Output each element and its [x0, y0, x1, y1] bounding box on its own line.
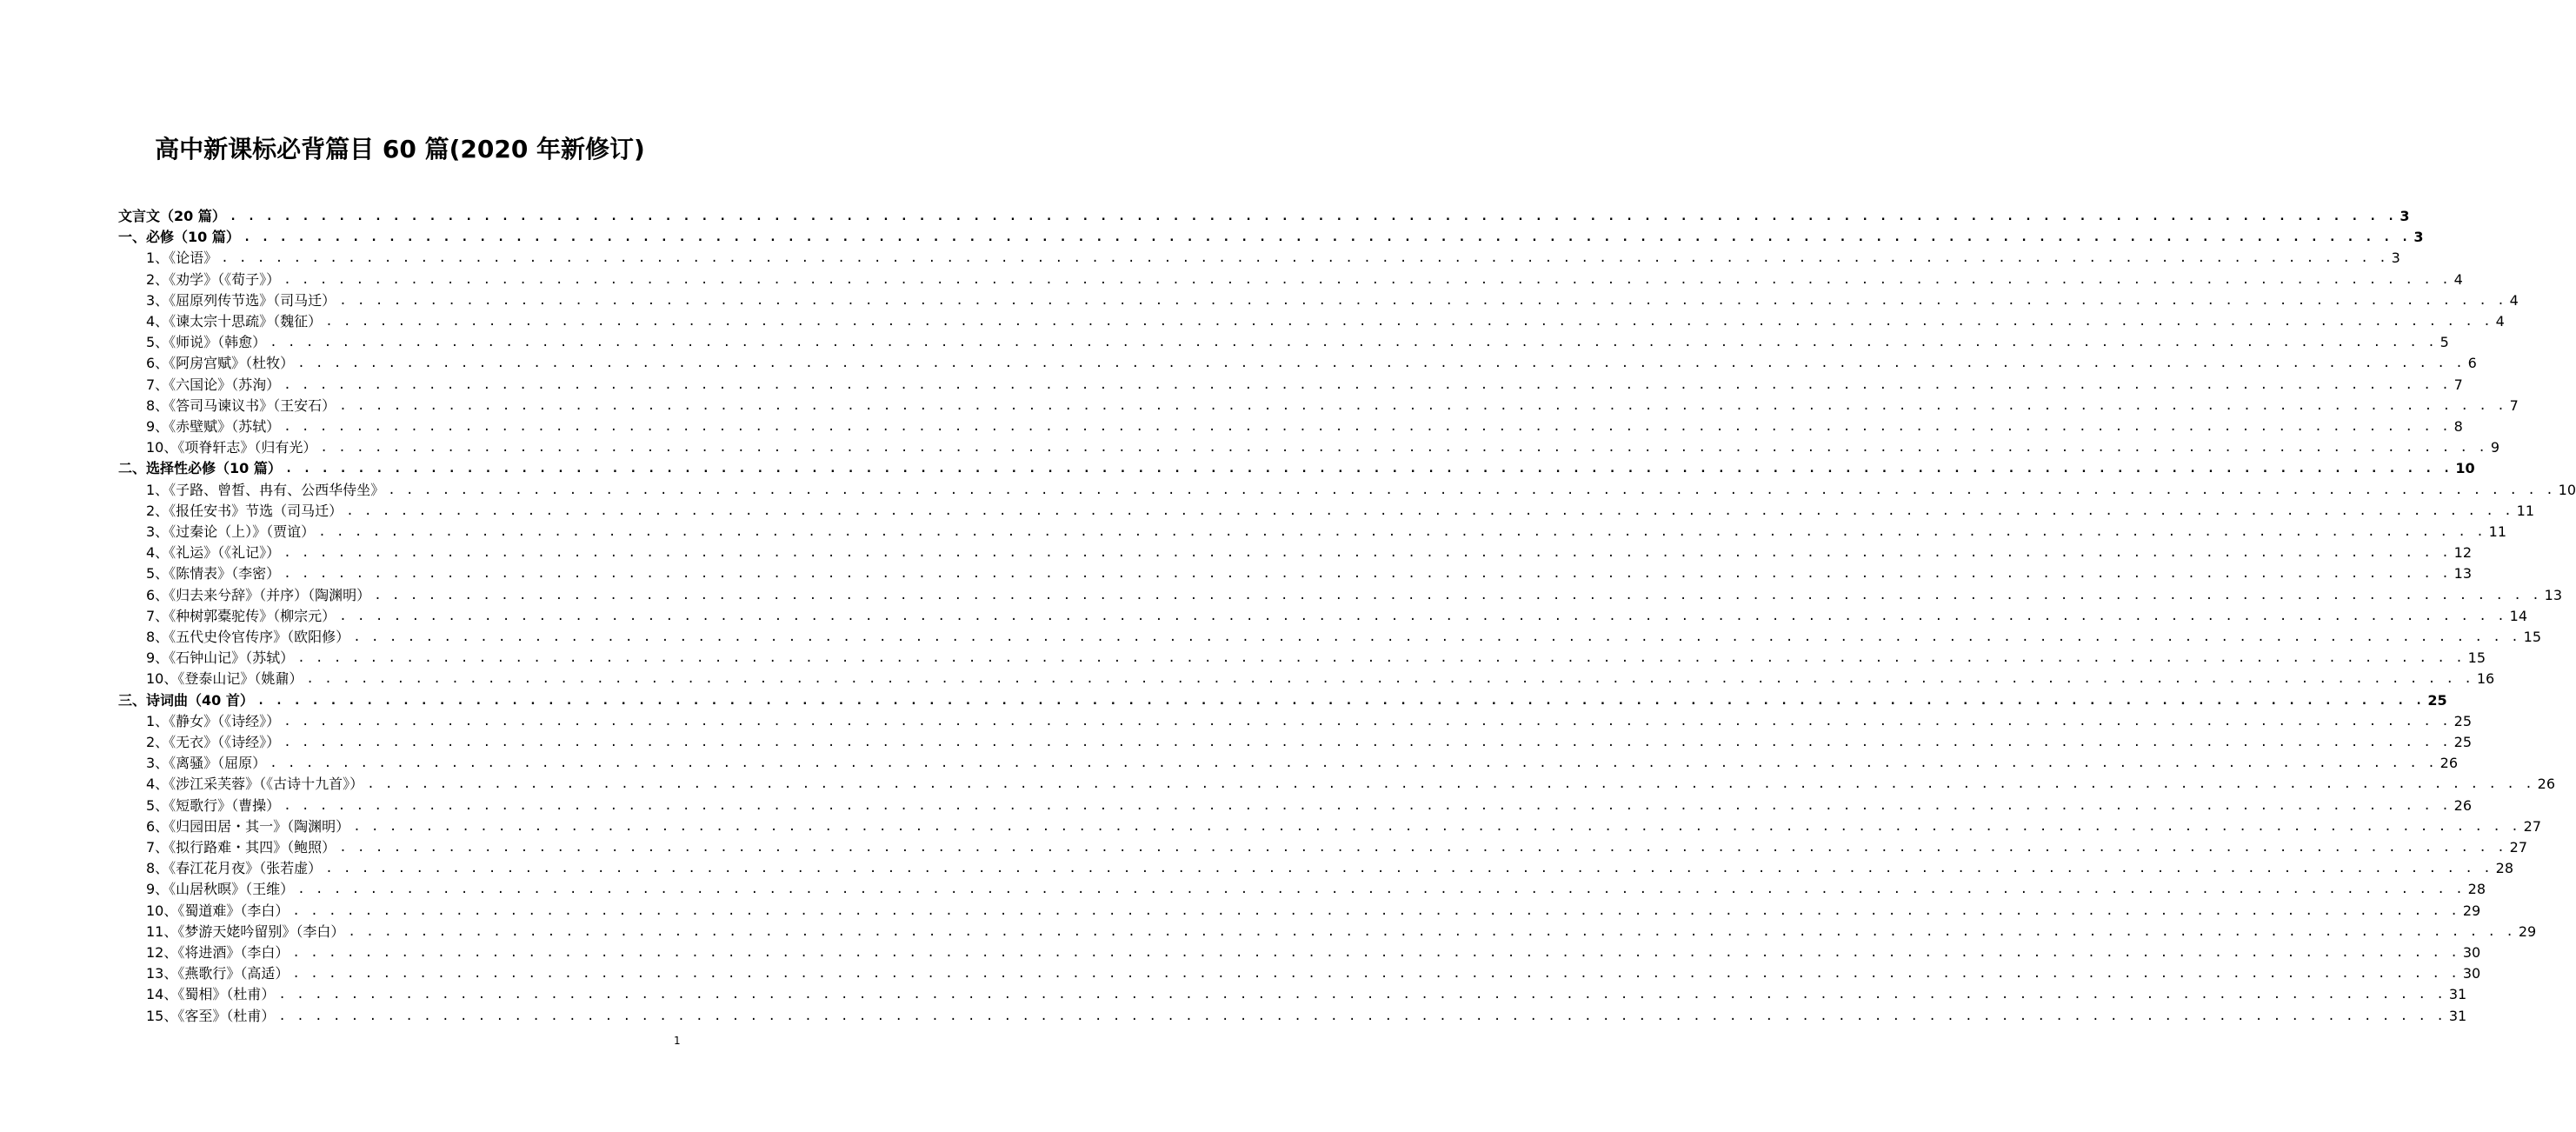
document-title: 高中新课标必背篇目 60 篇(2020 年新修订) — [155, 135, 645, 163]
toc-entry[interactable] — [146, 248, 2400, 269]
toc-entry-label: 11、《梦游天姥吟留别》（李白） — [146, 922, 345, 940]
toc-entry-page: 7 — [2453, 376, 2463, 393]
toc-leader-dots: . . . . . . . . . . . . . . . . . . . . . . . . . . . . . . . . . . . . . . . . . . . . . . . . . . . . . . . . . . . . . . . . . . . . . . . . . . . . . . . . . . . . . . . . . . . . . . . . . . . . . . . . . . . . . . . . . . . . . . . . — [306, 672, 2473, 687]
toc-entry-label: 7、《拟行路难・其四》（鲍照） — [146, 839, 336, 856]
toc-entry-label: 8、《春江花月夜》（张若虚） — [146, 860, 323, 877]
toc-entry[interactable] — [146, 311, 2505, 332]
toc-entry[interactable] — [146, 522, 2507, 543]
toc-leader-dots: . . . . . . . . . . . . . . . . . . . . . . . . . . . . . . . . . . . . . . . . . . . . . . . . . . . . . . . . . . . . . . . . . . . . . . . . . . . . . . . . . . . . . . . . . . . . . . . . . . . . . . . . . . . . . . . . . . . . . . . . — [292, 967, 2460, 982]
toc-leader-dots: . . . . . . . . . . . . . . . . . . . . . . . . . . . . . . . . . . . . . . . . . . . . . . . . . . . . . . . . . . . . . . . . . . . . . . . . . . . . . . . . . . . . . . . . . . . . . . . . . . . . . . . . . . . . . . . . . . . . . . . . — [229, 210, 2397, 223]
toc-entry-label: 10、《项脊轩志》（归有光） — [146, 439, 317, 456]
toc-entry-label: 一、必修（10 篇） — [118, 229, 240, 246]
toc-entry-page: 15 — [2523, 629, 2542, 645]
toc-leader-dots: . . . . . . . . . . . . . . . . . . . . . . . . . . . . . . . . . . . . . . . . . . . . . . . . . . . . . . . . . . . . . . . . . . . . . . . . . . . . . . . . . . . . . . . . . . . . . . . . . . . . . . . . . . . . . . . . . . . . . . . . — [283, 546, 2451, 561]
toc-entry-page: 27 — [2509, 839, 2528, 856]
toc-leader-dots: . . . . . . . . . . . . . . . . . . . . . . . . . . . . . . . . . . . . . . . . . . . . . . . . . . . . . . . . . . . . . . . . . . . . . . . . . . . . . . . . . . . . . . . . . . . . . . . . . . . . . . . . . . . . . . . . . . . . . . . . — [297, 882, 2465, 897]
toc-section-heading[interactable] — [118, 690, 2447, 711]
toc-entry-page: 28 — [2495, 860, 2514, 877]
toc-entry[interactable] — [146, 627, 2542, 648]
toc-leader-dots: . . . . . . . . . . . . . . . . . . . . . . . . . . . . . . . . . . . . . . . . . . . . . . . . . . . . . . . . . . . . . . . . . . . . . . . . . . . . . . . . . . . . . . . . . . . . . . . . . . . . . . . . . . . . . . . . . . . . . . . . — [292, 946, 2460, 960]
toc-entry-label: 9、《山居秋暝》（王维） — [146, 881, 295, 898]
toc-entry-label: 6、《归园田居・其一》（陶渊明） — [146, 817, 350, 835]
toc-leader-dots: . . . . . . . . . . . . . . . . . . . . . . . . . . . . . . . . . . . . . . . . . . . . . . . . . . . . . . . . . . . . . . . . . . . . . . . . . . . . . . . . . . . . . . . . . . . . . . . . . . . . . . . . . . . . . . . . . . . . . . . . — [339, 293, 2506, 308]
toc-entry-page: 26 — [2453, 796, 2473, 814]
toc-entry[interactable] — [146, 796, 2473, 816]
toc-entry-label: 9、《赤壁赋》（苏轼） — [146, 418, 281, 435]
toc-entry-label: 8、《答司马谏议书》（王安石） — [146, 396, 336, 414]
toc-entry-page: 12 — [2453, 544, 2473, 562]
toc-entry-page: 16 — [2476, 670, 2495, 688]
toc-entry-page: 4 — [2495, 313, 2505, 330]
toc-entry-label: 10、《登泰山记》（姚鼐） — [146, 670, 303, 688]
toc-entry-page: 9 — [2490, 439, 2500, 456]
toc-entry-page: 3 — [2400, 208, 2410, 224]
toc-entry-page: 31 — [2448, 1007, 2467, 1024]
toc-entry-page: 7 — [2509, 396, 2519, 414]
toc-entry[interactable] — [146, 669, 2495, 689]
toc-entry[interactable] — [146, 942, 2481, 963]
toc-entry-label: 8、《五代史伶官传序》（欧阳修） — [146, 629, 350, 645]
toc-entry-page: 29 — [2462, 902, 2481, 919]
toc-leader-dots: . . . . . . . . . . . . . . . . . . . . . . . . . . . . . . . . . . . . . . . . . . . . . . . . . . . . . . . . . . . . . . . . . . . . . . . . . . . . . . . . . . . . . . . . . . . . . . . . . . . . . . . . . . . . . . . . . . . . . . . . — [374, 588, 2541, 603]
toc-leader-dots: . . . . . . . . . . . . . . . . . . . . . . . . . . . . . . . . . . . . . . . . . . . . . . . . . . . . . . . . . . . . . . . . . . . . . . . . . . . . . . . . . . . . . . . . . . . . . . . . . . . . . . . . . . . . . . . . . . . . . . . . — [278, 1009, 2446, 1023]
toc-entry-label: 14、《蜀相》（杜甫） — [146, 986, 276, 1003]
toc-section-heading[interactable] — [118, 206, 2410, 227]
toc-entry-page: 26 — [2440, 755, 2459, 772]
toc-entry-label: 2、《报任安书》节选（司马迁） — [146, 502, 343, 519]
toc-entry-label: 1、《静女》（《诗经》） — [146, 712, 281, 729]
toc-entry-label: 7、《六国论》（苏洵） — [146, 376, 281, 393]
toc-entry-label: 6、《归去来兮辞》（并序）（陶渊明） — [146, 586, 371, 603]
toc-entry[interactable] — [146, 332, 2449, 353]
toc-entry[interactable] — [146, 711, 2473, 732]
toc-entry-page: 25 — [2453, 712, 2473, 729]
toc-entry-page: 10 — [2558, 481, 2576, 498]
toc-leader-dots: . . . . . . . . . . . . . . . . . . . . . . . . . . . . . . . . . . . . . . . . . . . . . . . . . . . . . . . . . . . . . . . . . . . . . . . . . . . . . . . . . . . . . . . . . . . . . . . . . . . . . . . . . . . . . . . . . . . . . . . . — [278, 988, 2446, 1002]
toc-section-heading[interactable] — [118, 227, 2424, 248]
toc-entry-page: 28 — [2467, 881, 2486, 898]
toc-entry-label: 二、选择性必修（10 篇） — [118, 460, 282, 477]
toc-entry-page: 30 — [2462, 965, 2481, 982]
toc-entry-label: 2、《无衣》（《诗经》） — [146, 734, 281, 750]
toc-leader-dots: . . . . . . . . . . . . . . . . . . . . . . . . . . . . . . . . . . . . . . . . . . . . . . . . . . . . . . . . . . . . . . . . . . . . . . . . . . . . . . . . . . . . . . . . . . . . . . . . . . . . . . . . . . . . . . . . . . . . . . . . — [283, 714, 2451, 729]
toc-entry[interactable] — [146, 480, 2576, 501]
toc-entry[interactable] — [146, 879, 2486, 900]
toc-entry-page: 4 — [2453, 270, 2463, 288]
toc-entry[interactable] — [146, 437, 2500, 458]
toc-leader-dots: . . . . . . . . . . . . . . . . . . . . . . . . . . . . . . . . . . . . . . . . . . . . . . . . . . . . . . . . . . . . . . . . . . . . . . . . . . . . . . . . . . . . . . . . . . . . . . . . . . . . . . . . . . . . . . . . . . . . . . . . — [320, 441, 2487, 456]
toc-entry-label: 文言文（20 篇） — [118, 208, 226, 224]
toc-entry-page: 15 — [2467, 649, 2486, 667]
toc-entry[interactable] — [146, 270, 2463, 290]
toc-leader-dots: . . . . . . . . . . . . . . . . . . . . . . . . . . . . . . . . . . . . . . . . . . . . . . . . . . . . . . . . . . . . . . . . . . . . . . . . . . . . . . . . . . . . . . . . . . . . . . . . . . . . . . . . . . . . . . . . . . . . . . . . — [297, 356, 2465, 371]
toc-entry[interactable] — [146, 563, 2473, 584]
toc-leader-dots: . . . . . . . . . . . . . . . . . . . . . . . . . . . . . . . . . . . . . . . . . . . . . . . . . . . . . . . . . . . . . . . . . . . . . . . . . . . . . . . . . . . . . . . . . . . . . . . . . . . . . . . . . . . . . . . . . . . . . . . . — [256, 693, 2425, 708]
toc-leader-dots: . . . . . . . . . . . . . . . . . . . . . . . . . . . . . . . . . . . . . . . . . . . . . . . . . . . . . . . . . . . . . . . . . . . . . . . . . . . . . . . . . . . . . . . . . . . . . . . . . . . . . . . . . . . . . . . . . . . . . . . . — [325, 315, 2493, 329]
toc-leader-dots: . . . . . . . . . . . . . . . . . . . . . . . . . . . . . . . . . . . . . . . . . . . . . . . . . . . . . . . . . . . . . . . . . . . . . . . . . . . . . . . . . . . . . . . . . . . . . . . . . . . . . . . . . . . . . . . . . . . . . . . . — [292, 903, 2460, 918]
toc-entry[interactable] — [146, 816, 2542, 837]
toc-leader-dots: . . . . . . . . . . . . . . . . . . . . . . . . . . . . . . . . . . . . . . . . . . . . . . . . . . . . . . . . . . . . . . . . . . . . . . . . . . . . . . . . . . . . . . . . . . . . . . . . . . . . . . . . . . . . . . . . . . . . . . . . — [348, 924, 2515, 939]
toc-entry-label: 5、《短歌行》（曹操） — [146, 796, 281, 814]
toc-leader-dots: . . . . . . . . . . . . . . . . . . . . . . . . . . . . . . . . . . . . . . . . . . . . . . . . . . . . . . . . . . . . . . . . . . . . . . . . . . . . . . . . . . . . . . . . . . . . . . . . . . . . . . . . . . . . . . . . . . . . . . . . — [283, 272, 2451, 287]
toc-leader-dots: . . . . . . . . . . . . . . . . . . . . . . . . . . . . . . . . . . . . . . . . . . . . . . . . . . . . . . . . . . . . . . . . . . . . . . . . . . . . . . . . . . . . . . . . . . . . . . . . . . . . . . . . . . . . . . . . . . . . . . . . — [297, 651, 2465, 666]
toc-leader-dots: . . . . . . . . . . . . . . . . . . . . . . . . . . . . . . . . . . . . . . . . . . . . . . . . . . . . . . . . . . . . . . . . . . . . . . . . . . . . . . . . . . . . . . . . . . . . . . . . . . . . . . . . . . . . . . . . . . . . . . . . — [270, 756, 2437, 771]
toc-leader-dots: . . . . . . . . . . . . . . . . . . . . . . . . . . . . . . . . . . . . . . . . . . . . . . . . . . . . . . . . . . . . . . . . . . . . . . . . . . . . . . . . . . . . . . . . . . . . . . . . . . . . . . . . . . . . . . . . . . . . . . . . — [339, 841, 2506, 855]
toc-entry[interactable] — [146, 774, 2556, 795]
toc-entry-label: 12、《将进酒》（李白） — [146, 944, 290, 961]
toc-entry-page: 3 — [2391, 250, 2400, 267]
toc-leader-dots: . . . . . . . . . . . . . . . . . . . . . . . . . . . . . . . . . . . . . . . . . . . . . . . . . . . . . . . . . . . . . . . . . . . . . . . . . . . . . . . . . . . . . . . . . . . . . . . . . . . . . . . . . . . . . . . . . . . . . . . . — [283, 420, 2451, 434]
toc-entry[interactable] — [146, 375, 2463, 396]
toc-entry-label: 5、《陈情表》（李密） — [146, 565, 281, 583]
toc-entry-label: 3、《离骚》（屈原） — [146, 755, 267, 772]
toc-leader-dots: . . . . . . . . . . . . . . . . . . . . . . . . . . . . . . . . . . . . . . . . . . . . . . . . . . . . . . . . . . . . . . . . . . . . . . . . . . . . . . . . . . . . . . . . . . . . . . . . . . . . . . . . . . . . . . . . . . . . . . . . — [284, 462, 2453, 476]
toc-entry-label: 7、《种树郭橐驼传》（柳宗元） — [146, 607, 336, 624]
toc-entry-label: 3、《屈原列传节选》（司马迁） — [146, 291, 336, 309]
toc-entry-label: 6、《阿房宫赋》（杜牧） — [146, 355, 295, 372]
toc-entry[interactable] — [146, 585, 2563, 606]
toc-leader-dots: . . . . . . . . . . . . . . . . . . . . . . . . . . . . . . . . . . . . . . . . . . . . . . . . . . . . . . . . . . . . . . . . . . . . . . . . . . . . . . . . . . . . . . . . . . . . . . . . . . . . . . . . . . . . . . . . . . . . . . . . — [318, 525, 2486, 539]
toc-leader-dots: . . . . . . . . . . . . . . . . . . . . . . . . . . . . . . . . . . . . . . . . . . . . . . . . . . . . . . . . . . . . . . . . . . . . . . . . . . . . . . . . . . . . . . . . . . . . . . . . . . . . . . . . . . . . . . . . . . . . . . . . — [283, 567, 2451, 582]
toc-entry-page: 25 — [2453, 734, 2473, 750]
toc-entry-page: 5 — [2440, 334, 2449, 351]
toc-entry[interactable] — [146, 753, 2459, 774]
toc-entry-page: 30 — [2462, 944, 2481, 961]
toc-entry-label: 1、《子路、曾皙、冉有、公西华侍坐》 — [146, 481, 385, 498]
toc-entry[interactable] — [146, 606, 2528, 627]
toc-leader-dots: . . . . . . . . . . . . . . . . . . . . . . . . . . . . . . . . . . . . . . . . . . . . . . . . . . . . . . . . . . . . . . . . . . . . . . . . . . . . . . . . . . . . . . . . . . . . . . . . . . . . . . . . . . . . . . . . . . . . . . . . — [283, 798, 2451, 813]
toc-entry[interactable] — [146, 416, 2463, 437]
toc-leader-dots: . . . . . . . . . . . . . . . . . . . . . . . . . . . . . . . . . . . . . . . . . . . . . . . . . . . . . . . . . . . . . . . . . . . . . . . . . . . . . . . . . . . . . . . . . . . . . . . . . . . . . . . . . . . . . . . . . . . . . . . . — [388, 483, 2555, 497]
toc-entry[interactable] — [146, 984, 2467, 1005]
toc-entry-label: 3、《过秦论（上）》（贾谊） — [146, 523, 316, 540]
toc-entry[interactable] — [146, 963, 2481, 984]
toc-entry[interactable] — [146, 290, 2519, 311]
toc-entry[interactable] — [146, 858, 2514, 879]
toc-entry-label: 10、《蜀道难》（李白） — [146, 902, 290, 919]
toc-entry[interactable] — [146, 837, 2528, 858]
toc-entry-label: 4、《涉江采芙蓉》（《古诗十九首》） — [146, 776, 364, 793]
toc-entry-page: 3 — [2413, 229, 2424, 246]
toc-entry-page: 29 — [2518, 922, 2537, 940]
toc-entry[interactable] — [146, 648, 2486, 669]
toc-entry-label: 13、《燕歌行》（高适） — [146, 965, 290, 982]
toc-leader-dots: . . . . . . . . . . . . . . . . . . . . . . . . . . . . . . . . . . . . . . . . . . . . . . . . . . . . . . . . . . . . . . . . . . . . . . . . . . . . . . . . . . . . . . . . . . . . . . . . . . . . . . . . . . . . . . . . . . . . . . . . — [339, 398, 2506, 413]
toc-entry[interactable] — [146, 543, 2473, 563]
toc-entry-page: 8 — [2453, 418, 2463, 435]
page-number: 1 — [674, 1035, 681, 1047]
toc-entry-label: 15、《客至》（杜甫） — [146, 1007, 276, 1024]
toc-leader-dots: . . . . . . . . . . . . . . . . . . . . . . . . . . . . . . . . . . . . . . . . . . . . . . . . . . . . . . . . . . . . . . . . . . . . . . . . . . . . . . . . . . . . . . . . . . . . . . . . . . . . . . . . . . . . . . . . . . . . . . . . — [339, 609, 2506, 623]
toc-entry-page: 26 — [2537, 776, 2556, 793]
toc-leader-dots: . . . . . . . . . . . . . . . . . . . . . . . . . . . . . . . . . . . . . . . . . . . . . . . . . . . . . . . . . . . . . . . . . . . . . . . . . . . . . . . . . . . . . . . . . . . . . . . . . . . . . . . . . . . . . . . . . . . . . . . . — [325, 862, 2493, 876]
toc-leader-dots: . . . . . . . . . . . . . . . . . . . . . . . . . . . . . . . . . . . . . . . . . . . . . . . . . . . . . . . . . . . . . . . . . . . . . . . . . . . . . . . . . . . . . . . . . . . . . . . . . . . . . . . . . . . . . . . . . . . . . . . . — [283, 377, 2451, 392]
toc-entry[interactable] — [146, 501, 2535, 522]
toc-section-heading[interactable] — [118, 458, 2475, 479]
toc-leader-dots: . . . . . . . . . . . . . . . . . . . . . . . . . . . . . . . . . . . . . . . . . . . . . . . . . . . . . . . . . . . . . . . . . . . . . . . . . . . . . . . . . . . . . . . . . . . . . . . . . . . . . . . . . . . . . . . . . . . . . . . . — [353, 819, 2520, 834]
toc-entry[interactable] — [146, 1006, 2467, 1027]
toc-entry-page: 27 — [2523, 817, 2542, 835]
toc-entry-page: 10 — [2455, 460, 2475, 477]
toc-leader-dots: . . . . . . . . . . . . . . . . . . . . . . . . . . . . . . . . . . . . . . . . . . . . . . . . . . . . . . . . . . . . . . . . . . . . . . . . . . . . . . . . . . . . . . . . . . . . . . . . . . . . . . . . . . . . . . . . . . . . . . . . — [353, 630, 2520, 644]
toc-leader-dots: . . . . . . . . . . . . . . . . . . . . . . . . . . . . . . . . . . . . . . . . . . . . . . . . . . . . . . . . . . . . . . . . . . . . . . . . . . . . . . . . . . . . . . . . . . . . . . . . . . . . . . . . . . . . . . . . . . . . . . . . — [270, 336, 2437, 350]
toc-entry-page: 14 — [2509, 607, 2528, 624]
toc-entry-label: 4、《礼运》（《礼记》） — [146, 544, 281, 562]
toc-entry-page: 25 — [2427, 691, 2447, 709]
toc-entry-page: 11 — [2488, 523, 2507, 540]
toc-leader-dots: . . . . . . . . . . . . . . . . . . . . . . . . . . . . . . . . . . . . . . . . . . . . . . . . . . . . . . . . . . . . . . . . . . . . . . . . . . . . . . . . . . . . . . . . . . . . . . . . . . . . . . . . . . . . . . . . . . . . . . . . — [367, 777, 2534, 792]
toc-entry[interactable] — [146, 901, 2481, 922]
toc-leader-dots: . . . . . . . . . . . . . . . . . . . . . . . . . . . . . . . . . . . . . . . . . . . . . . . . . . . . . . . . . . . . . . . . . . . . . . . . . . . . . . . . . . . . . . . . . . . . . . . . . . . . . . . . . . . . . . . . . . . . . . . . — [346, 503, 2513, 518]
toc-entry[interactable] — [146, 353, 2477, 374]
toc-entry-label: 2、《劝学》（《荀子》） — [146, 270, 281, 288]
toc-leader-dots: . . . . . . . . . . . . . . . . . . . . . . . . . . . . . . . . . . . . . . . . . . . . . . . . . . . . . . . . . . . . . . . . . . . . . . . . . . . . . . . . . . . . . . . . . . . . . . . . . . . . . . . . . . . . . . . . . . . . . . . . — [243, 230, 2411, 245]
toc-entry-page: 13 — [2453, 565, 2473, 583]
toc-leader-dots: . . . . . . . . . . . . . . . . . . . . . . . . . . . . . . . . . . . . . . . . . . . . . . . . . . . . . . . . . . . . . . . . . . . . . . . . . . . . . . . . . . . . . . . . . . . . . . . . . . . . . . . . . . . . . . . . . . . . . . . . — [283, 736, 2451, 749]
toc-entry-page: 31 — [2448, 986, 2467, 1003]
toc-entry[interactable] — [146, 396, 2519, 416]
toc-entry-page: 4 — [2509, 291, 2519, 309]
toc-entry-page: 13 — [2544, 586, 2563, 603]
toc-entry-label: 4、《谏太宗十思疏》（魏征） — [146, 313, 323, 330]
toc-entry-label: 1、《论语》 — [146, 250, 218, 267]
toc-entry-label: 9、《石钟山记》（苏轼） — [146, 649, 295, 667]
toc-entry-page: 11 — [2516, 502, 2535, 519]
toc-entry[interactable] — [146, 922, 2537, 942]
toc-entry-page: 6 — [2467, 355, 2477, 372]
toc-entry-label: 5、《师说》（韩愈） — [146, 334, 267, 351]
toc-entry-label: 三、诗词曲（40 首） — [118, 691, 254, 709]
toc-leader-dots: . . . . . . . . . . . . . . . . . . . . . . . . . . . . . . . . . . . . . . . . . . . . . . . . . . . . . . . . . . . . . . . . . . . . . . . . . . . . . . . . . . . . . . . . . . . . . . . . . . . . . . . . . . . . . . . . . . . . . . . . — [221, 251, 2388, 266]
toc-entry[interactable] — [146, 732, 2473, 753]
